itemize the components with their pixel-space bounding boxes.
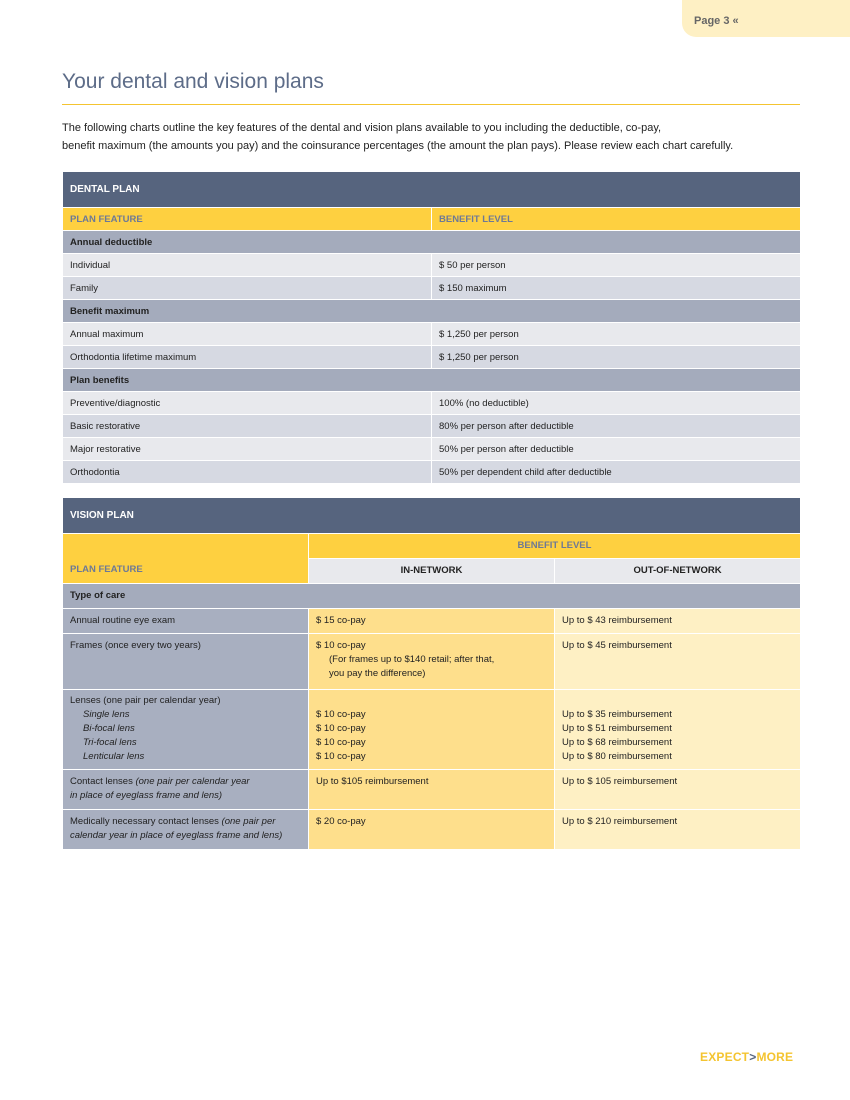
frames-note-line-1: (For frames up to $140 retail; after that,: [329, 654, 495, 665]
lens-type: Lenticular lens: [83, 751, 145, 762]
lens-copay: $ 10 co-pay: [316, 709, 366, 720]
medical-contacts-note-1: (one pair per: [221, 816, 276, 827]
row-label: Individual: [63, 254, 432, 277]
logo-arrow-icon: >: [749, 1050, 757, 1064]
table-row: [63, 277, 801, 300]
table-row: [63, 392, 801, 415]
row-out-of-network: [555, 690, 801, 770]
table-row: [63, 346, 801, 369]
dental-col-plan-feature: PLAN FEATURE: [63, 208, 432, 231]
intro-paragraph: [62, 119, 802, 155]
dental-section-row: [63, 231, 801, 254]
table-row: [63, 461, 801, 484]
row-in-network: $ 20 co-pay: [309, 810, 555, 850]
row-label: Preventive/diagnostic: [63, 392, 432, 415]
vision-table-header: [63, 498, 801, 534]
row-label: Major restorative: [63, 438, 432, 461]
row-value: $ 50 per person: [432, 254, 801, 277]
row-in-network: [309, 634, 555, 690]
row-label: Orthodontia lifetime maximum: [63, 346, 432, 369]
contacts-label-note-2: in place of eyeglass frame and lens): [70, 790, 223, 801]
lens-copay: $ 10 co-pay: [316, 751, 366, 762]
row-label: [63, 810, 309, 850]
dental-section-row: [63, 369, 801, 392]
contacts-label-note-1: (one pair per calendar year: [135, 776, 250, 787]
vision-section-row: [63, 584, 801, 609]
contacts-label: Contact lenses: [70, 776, 136, 787]
table-row: [63, 323, 801, 346]
row-value: 50% per dependent child after deductible: [432, 461, 801, 484]
row-in-network: [309, 690, 555, 770]
row-value: 100% (no deductible): [432, 392, 801, 415]
table-row: [63, 254, 801, 277]
title-divider: [62, 104, 800, 105]
logo-text-more: MORE: [756, 1050, 794, 1064]
vision-column-headers: [63, 534, 801, 559]
dental-column-headers: [63, 208, 801, 231]
frames-copay: $ 10 co-pay: [316, 640, 366, 651]
dental-table-header: [63, 172, 801, 208]
intro-line-2: benefit maximum (the amounts you pay) and the coinsurance percentages (the amount the plan pays). Please review each chart carefully.: [62, 140, 734, 152]
table-row: [63, 810, 801, 850]
dental-table-title: DENTAL PLAN: [63, 172, 801, 208]
section-type-of-care: Type of care: [63, 584, 801, 609]
row-in-network: Up to $105 reimbursement: [309, 770, 555, 810]
table-row: [63, 609, 801, 634]
expect-more-logo: [700, 1050, 793, 1064]
row-label: [63, 690, 309, 770]
row-value: 50% per person after deductible: [432, 438, 801, 461]
vision-col-out-of-network: OUT-OF-NETWORK: [555, 559, 801, 584]
table-row: [63, 634, 801, 690]
lens-type: Tri-focal lens: [83, 737, 137, 748]
lens-copay: $ 10 co-pay: [316, 723, 366, 734]
row-out-of-network: Up to $ 45 reimbursement: [555, 634, 801, 690]
row-in-network: $ 15 co-pay: [309, 609, 555, 634]
intro-line-1: The following charts outline the key features of the dental and vision plans available to you including the deductible, co-pay,: [62, 122, 662, 134]
row-value: $ 1,250 per person: [432, 323, 801, 346]
table-row: [63, 770, 801, 810]
lens-reimbursement: Up to $ 35 reimbursement: [562, 709, 672, 720]
lens-type: Single lens: [83, 709, 130, 720]
row-out-of-network: Up to $ 105 reimbursement: [555, 770, 801, 810]
row-out-of-network: Up to $ 43 reimbursement: [555, 609, 801, 634]
medical-contacts-note-2: calendar year in place of eyeglass frame and lens): [70, 830, 283, 841]
lens-type: Bi-focal lens: [83, 723, 135, 734]
lens-reimbursement: Up to $ 68 reimbursement: [562, 737, 672, 748]
dental-col-benefit-level: BENEFIT LEVEL: [432, 208, 801, 231]
dental-plan-table: [62, 171, 801, 484]
row-value: $ 150 maximum: [432, 277, 801, 300]
row-label: Orthodontia: [63, 461, 432, 484]
lens-reimbursement: Up to $ 51 reimbursement: [562, 723, 672, 734]
row-value: 80% per person after deductible: [432, 415, 801, 438]
lenses-label: Lenses (one pair per calendar year): [70, 695, 221, 706]
table-row: [63, 438, 801, 461]
page-title: Your dental and vision plans: [62, 70, 324, 93]
row-label: [63, 770, 309, 810]
row-value: $ 1,250 per person: [432, 346, 801, 369]
section-annual-deductible: Annual deductible: [63, 231, 801, 254]
section-plan-benefits: Plan benefits: [63, 369, 801, 392]
table-row: [63, 415, 801, 438]
frames-note-line-2: you pay the difference): [329, 668, 426, 679]
dental-section-row: [63, 300, 801, 323]
table-row: [63, 690, 801, 770]
page-number: Page 3 «: [694, 15, 739, 27]
lens-reimbursement: Up to $ 80 reimbursement: [562, 751, 672, 762]
medical-contacts-label: Medically necessary contact lenses: [70, 816, 222, 827]
page-number-tab: [682, 0, 850, 37]
row-label: Family: [63, 277, 432, 300]
lens-copay: $ 10 co-pay: [316, 737, 366, 748]
vision-table-title: VISION PLAN: [63, 498, 801, 534]
row-out-of-network: Up to $ 210 reimbursement: [555, 810, 801, 850]
section-benefit-maximum: Benefit maximum: [63, 300, 801, 323]
row-label: Annual maximum: [63, 323, 432, 346]
vision-col-benefit-level: BENEFIT LEVEL: [309, 534, 801, 559]
logo-text-expect: EXPECT: [700, 1050, 750, 1064]
vision-col-in-network: IN-NETWORK: [309, 559, 555, 584]
row-label: Frames (once every two years): [63, 634, 309, 690]
vision-plan-table: [62, 497, 801, 850]
vision-col-plan-feature: PLAN FEATURE: [63, 534, 309, 584]
row-label: Annual routine eye exam: [63, 609, 309, 634]
row-label: Basic restorative: [63, 415, 432, 438]
